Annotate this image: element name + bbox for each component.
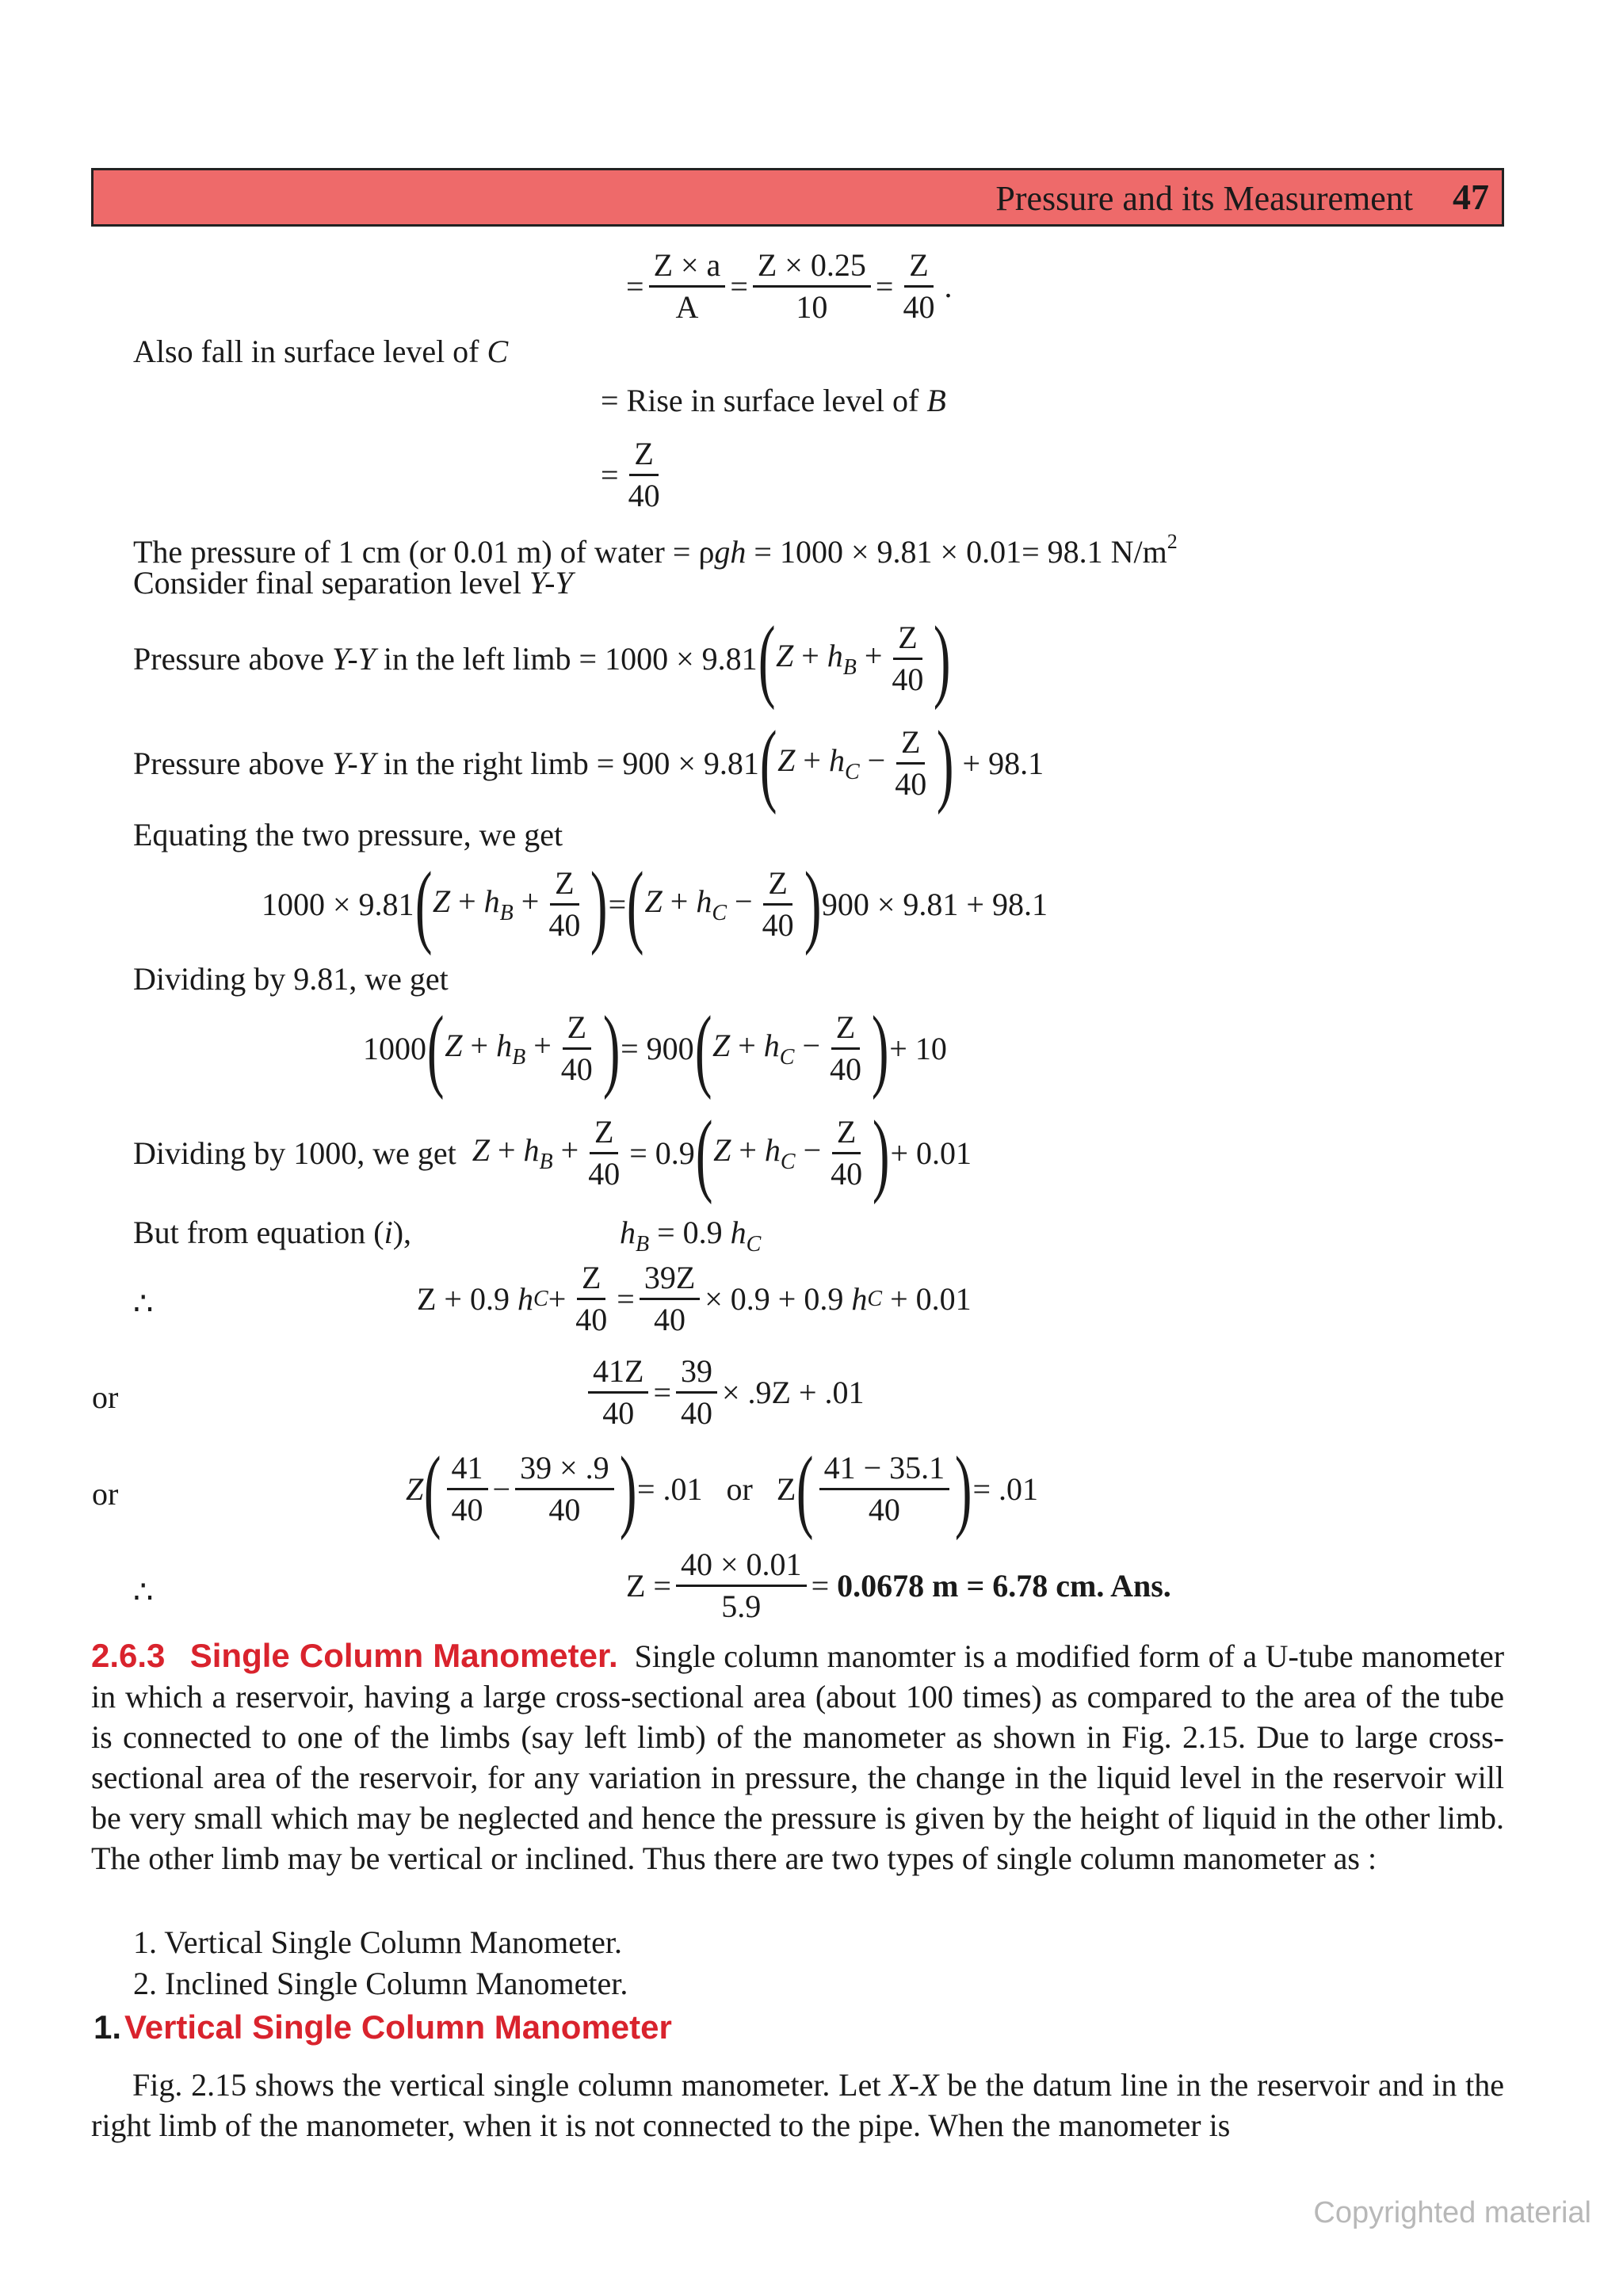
running-title: Pressure and its Measurement bbox=[995, 179, 1413, 218]
also-fall-text: Also fall in surface level of C bbox=[133, 334, 509, 369]
equation-substituted: Z + 0.9 h C + $\frac{Z}{40}$ = $\frac{39Z}{40}$ × 0.9 + 0.9 h C + 0.01 bbox=[417, 1260, 972, 1337]
but-from-text: But from equation (i), bbox=[133, 1215, 412, 1250]
or-label-1: or bbox=[92, 1379, 119, 1415]
section-single-column-paragraph bbox=[91, 1635, 1504, 1878]
equation-divided-981: 1000 ( $Z + h_B$ + $\frac{Z}{40}$ ) = 900 ( $Z + h_C$ − $\frac{Z}{40}$ ) + 10 bbox=[363, 996, 947, 1100]
equation-divided-1000: Dividing by 1000, we get $Z + h_B$ + $\frac{Z}{40}$ = 0.9 ( $Z + h_C$ − $\frac{Z}{40}$ ) + 0.01 bbox=[133, 1100, 972, 1205]
dividing-981-text: Dividing by 9.81, we get bbox=[133, 961, 449, 997]
subsection-paragraph: Fig. 2.15 shows the vertical single column manometer. Let X-X be the datum line in the reservoir and in the right limb of the manometer, when it is not connected to the pipe. When the manometer is bbox=[91, 2067, 1505, 2143]
list-item-vertical: 1. Vertical Single Column Manometer. bbox=[133, 1924, 622, 1960]
therefore-symbol-2: ∴ bbox=[133, 1574, 154, 1610]
subsection-heading bbox=[94, 2008, 672, 2055]
page-number: 47 bbox=[1453, 177, 1489, 217]
running-header bbox=[91, 168, 1504, 227]
subsection-number: 1. bbox=[94, 2008, 122, 2046]
section-number: 2.6.3 bbox=[91, 1637, 166, 1674]
equation-41z: $\frac{41Z}{40}$ = $\frac{39}{40}$ × .9Z + .01 bbox=[583, 1352, 865, 1433]
equation-right-limb: Pressure above Y-Y in the right limb = 900 × 9.81 ( $Z + h_C$ − $\frac{Z}{40}$ ) + 98.1 bbox=[133, 711, 1044, 815]
list-item-inclined: 2. Inclined Single Column Manometer. bbox=[133, 1966, 628, 2001]
equation-hb: $h_B = 0.9$ $h_C$ bbox=[620, 1215, 762, 1257]
equation-z-over-40: = $\frac{Z}{40}$ bbox=[601, 436, 660, 513]
pressure-1cm-text: The pressure of 1 cm (or 0.01 m) of water = ρgh = 1000 × 9.81 × 0.01= 98.1 $N/m^2$ bbox=[133, 530, 1178, 570]
consider-text: Consider final separation level Y-Y bbox=[133, 565, 573, 601]
subsection-title: Vertical Single Column Manometer bbox=[124, 2008, 672, 2046]
rise-text: = Rise in surface level of B bbox=[601, 383, 946, 418]
equation-left-limb: Pressure above Y-Y in the left limb = 1000 × 9.81 ( $Z + h_B$ + $\frac{Z}{40}$ ) bbox=[133, 606, 951, 711]
section-body: Single column manomter is a modified form of a U-tube manometer in which a reservoir, having a large cross-sectional area (about 100 times) as compared to the area of the tube is connected to one of the limbs (say left limb) of the manometer as shown in Fig. 2.15. Due to large cross-sectional area of the reservoir, for any variation in pressure, the change in the liquid level in the reservoir will be very small which may be neglected and hence the pressure is given by the height of liquid in the other limb. The other limb may be vertical or inclined. Thus there are two types of single column manometer as : bbox=[91, 1638, 1505, 1876]
equation-fall-ratio: = $\frac{Z \times a}{A}$ = $\frac{Z \times 0.25}{10}$ = $\frac{Z}{40}$ . bbox=[626, 247, 953, 325]
equation-factor-z: Z ( $\frac{41}{40}$ − $\frac{39 \times .9}{40}$ ) = .01 or Z ( $\frac{41 - 35.1}{40}$ ) = .01 bbox=[406, 1436, 1038, 1541]
equation-final-answer: Z = $\frac{40 \times 0.01}{5.9}$ = 0.0678 m = 6.78 cm. Ans. bbox=[626, 1547, 1171, 1624]
equation-equated: 1000 × 9.81 ( $Z + h_B$ + $\frac{Z}{40}$ ) = ( $Z + h_C$ − $\frac{Z}{40}$ ) 900 × 9.81 + 98.1 bbox=[262, 852, 1048, 956]
copyright-watermark: Copyrighted material bbox=[1313, 2196, 1591, 2229]
therefore-symbol-1: ∴ bbox=[133, 1286, 154, 1322]
or-label-2: or bbox=[92, 1476, 119, 1512]
section-title: Single Column Manometer. bbox=[189, 1637, 618, 1674]
equating-text: Equating the two pressure, we get bbox=[133, 817, 563, 852]
